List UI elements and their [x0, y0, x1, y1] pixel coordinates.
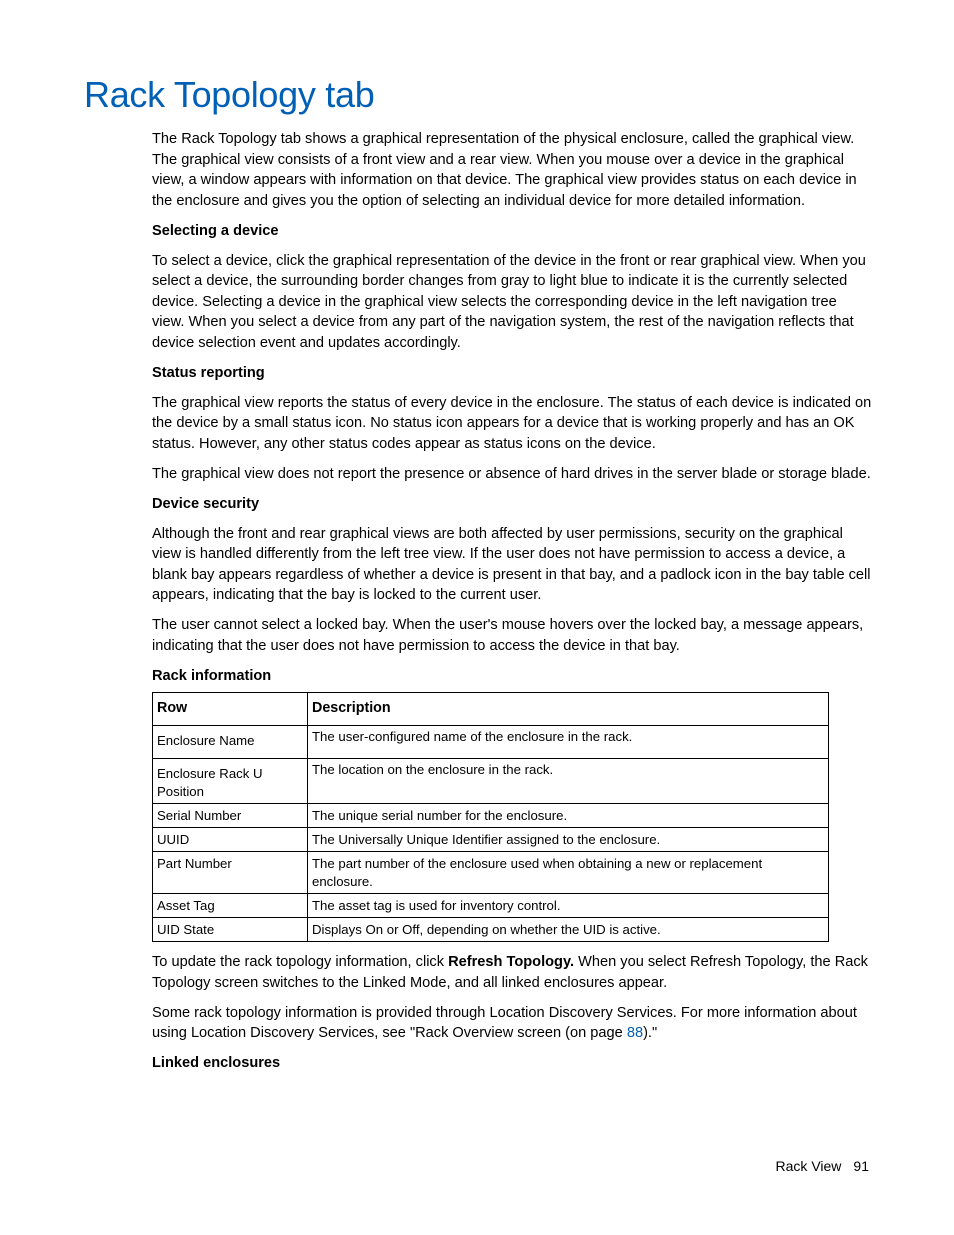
lds-text-pre: Some rack topology information is provided through Location Discovery Services. For more information about using Location Discovery Services, see "Rack Overview screen (on page [152, 1004, 857, 1041]
status-paragraph-1: The graphical view reports the status of every device in the enclosure. The status of each device is indicated on the device by a small status icon. No status icon appears for a device that is working properly and has an OK status. However, any other status codes appear as status icons on the device. [152, 394, 872, 452]
section-heading-security: Device security [152, 495, 260, 512]
column-header-row: Row [153, 693, 308, 726]
row-name-cell: Serial Number [153, 804, 308, 828]
section-heading-linked: Linked enclosures [152, 1055, 281, 1071]
refresh-topology-label: Refresh Topology. [448, 954, 575, 970]
selecting-paragraph: To select a device, click the graphical representation of the device in the front or rear graphical view. When you select a device, the surrounding border changes from gray to light blue to indicate it is the currently selected device. Selecting a device in the graphical view selects the corresponding device in the left navigation tree view. When you select a device from any part of the navigation system, the rest of the navigation reflects that device selection event and updates accordingly. [152, 252, 866, 351]
row-name-cell: Enclosure Rack U Position [153, 759, 308, 804]
page-number: 91 [853, 1158, 869, 1174]
row-description-cell: Displays On or Off, depending on whether the UID is active. [308, 918, 829, 942]
table-row [153, 828, 829, 852]
intro-paragraph: The Rack Topology tab shows a graphical representation of the physical enclosure, called the graphical view. The graphical view consists of a front view and a rear view. When you mouse over a device in the graphical view, a window appears with information on that device. The graphical view provides status on each device in the enclosure and gives you the option of selecting an individual device for more detailed information. [152, 131, 857, 209]
refresh-text-pre: To update the rack topology information, click [152, 954, 449, 970]
security-paragraph-2: The user cannot select a locked bay. When the user's mouse hovers over the locked bay, a message appears, indicating that the user does not have permission to access the device in that bay. [152, 617, 864, 654]
row-description-cell: The unique serial number for the enclosure. [308, 804, 829, 828]
table-row [153, 726, 829, 759]
row-name-cell: Asset Tag [153, 894, 308, 918]
row-name-cell: UID State [153, 918, 308, 942]
row-description-cell: The Universally Unique Identifier assigned to the enclosure. [308, 828, 829, 852]
table-row [153, 852, 829, 894]
security-paragraph-1: Although the front and rear graphical views are both affected by user permissions, security on the graphical view is handled differently from the left tree view. If the user does not have permission to access a device, a blank bay appears regardless of whether a device is present in that bay, and a padlock icon in the bay table cell appears, indicating that the bay is locked to the current user. [152, 525, 871, 603]
refresh-text-post: When you select Refresh Topology, the Rack Topology screen switches to the Linked Mode, and all linked enclosures appear. [152, 954, 868, 991]
rack-info-table [152, 692, 829, 942]
section-heading-rack: Rack information [152, 667, 272, 684]
lds-paragraph [152, 1003, 872, 1044]
row-name-cell: UUID [153, 828, 308, 852]
row-description-cell: The user-configured name of the enclosure in the rack. [308, 726, 829, 759]
row-name-cell: Enclosure Name [153, 726, 308, 759]
page-footer [776, 1158, 869, 1174]
row-description-cell: The asset tag is used for inventory control. [308, 894, 829, 918]
section-heading-selecting: Selecting a device [152, 222, 279, 239]
table-row [153, 759, 829, 804]
table-row [153, 804, 829, 828]
row-description-cell: The part number of the enclosure used when obtaining a new or replacement enclosure. [308, 852, 829, 894]
row-description-cell: The location on the enclosure in the rack. [308, 759, 829, 804]
row-name-cell: Part Number [153, 852, 308, 894]
column-header-description: Description [308, 693, 829, 726]
footer-section-name: Rack View [775, 1158, 842, 1174]
table-row [153, 894, 829, 918]
page-content [152, 129, 872, 1083]
table-row [153, 918, 829, 942]
section-heading-status: Status reporting [152, 364, 265, 381]
table-header-row [153, 693, 829, 726]
status-paragraph-2: The graphical view does not report the presence or absence of hard drives in the server blade or storage blade. [152, 465, 871, 482]
lds-text-post: )." [643, 1025, 658, 1041]
page-88-link[interactable]: 88 [626, 1025, 644, 1041]
refresh-paragraph [152, 952, 872, 993]
page-title: Rack Topology tab [84, 74, 375, 115]
